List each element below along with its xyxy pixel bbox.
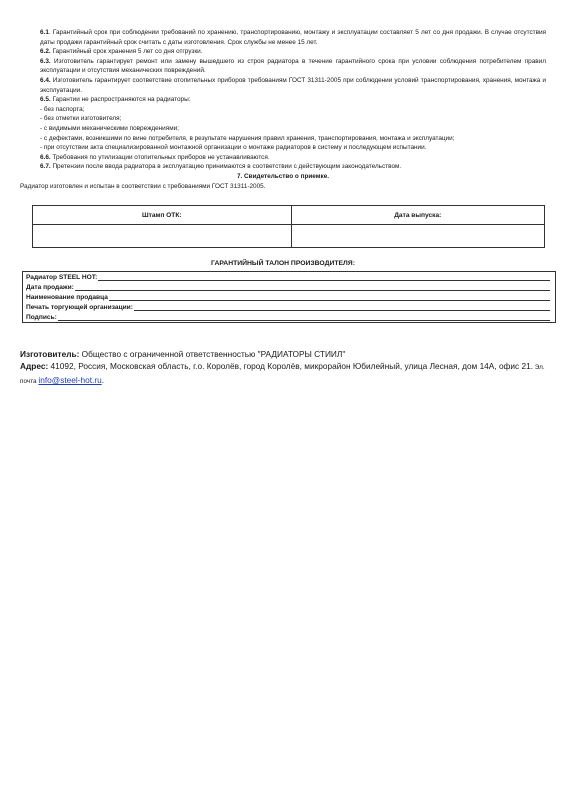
warranty-card-title: ГАРАНТИЙНЫЙ ТАЛОН ПРОИЗВОДИТЕЛЯ:: [211, 260, 355, 267]
clause-text: Требования по утилизации отопительных приборов не устанавливаются.: [50, 153, 270, 161]
acceptance-heading: 7. Свидетельство о приемке.: [236, 172, 330, 180]
exclusion-item: - без отметки изготовителя;: [40, 115, 122, 123]
talon-row-radiator: [26, 273, 552, 283]
clause-6-4: [20, 76, 546, 95]
fill-line[interactable]: [109, 300, 550, 301]
exclusion-item: - с видимыми механическими повреждениями;: [40, 124, 179, 132]
clause-number: 6.6.: [40, 153, 51, 161]
exclusion-item: - с дефектами, возникшими по вине потребителя, в результате нарушения правил хранения, транспортирования, монтажа и эксплуатации;: [40, 134, 455, 142]
address-line: [20, 360, 546, 388]
talon-row-sale-date: [26, 283, 552, 293]
talon-label: Радиатор STEEL HOT:: [26, 274, 98, 281]
clause-6-3: [20, 57, 546, 76]
manufacturer-name: Общество с ограниченной ответственностью "РАДИАТОРЫ СТИИЛ": [79, 349, 346, 359]
clause-number: 6.1: [40, 29, 49, 36]
clause-6-2: [20, 47, 546, 57]
clause-text: Гарантии не распространяются на радиаторы:: [50, 96, 191, 104]
clause-number: 6.7.: [40, 163, 51, 171]
fill-line[interactable]: [75, 290, 550, 291]
manufacturer-label: Изготовитель:: [20, 349, 80, 359]
stamp-otk-field[interactable]: [33, 225, 292, 248]
email-label: Эл. почта: [20, 364, 545, 385]
talon-row-seller: [26, 293, 552, 303]
talon-label: Подпись:: [26, 314, 57, 321]
stamp-otk-header: Штамп ОТК:: [33, 206, 292, 225]
manufacturer-line: [20, 348, 546, 360]
warranty-card: [22, 271, 556, 323]
warranty-section: [20, 28, 546, 191]
clause-number: 6.5.: [40, 96, 51, 104]
clause-6-1: [20, 28, 546, 47]
release-date-field[interactable]: [291, 225, 544, 248]
fill-line[interactable]: [98, 280, 550, 281]
clause-6-5: [20, 95, 546, 105]
clause-text: . Гарантийный срок при соблюдении требований по хранению, транспортированию, монтажу и эксплуатации составляет 5 лет со дня продажи. В случае отсутствия даты продажи гарантийный срок считать с даты изготовления. Срок службы не менее 15 лет.: [40, 29, 546, 46]
manufacturer-info: [20, 348, 546, 388]
talon-label: Печать торгующей организации:: [26, 304, 133, 311]
clause-text: Изготовитель гарантирует ремонт или замену вышедшего из строя радиатора в течение гарантийного срока при условии соблюдения потребителем правил эксплуатации и отсутствия механических повреждений.: [40, 57, 546, 75]
release-date-header: Дата выпуска:: [291, 206, 544, 225]
email-link[interactable]: info@steel-hot.ru: [38, 375, 102, 385]
talon-label: Дата продажи:: [26, 284, 74, 291]
clause-text: Изготовитель гарантирует соответствие отопительных приборов требованиям ГОСТ 31311-2005 при соблюдении условий транспортирования, хранения, монтажа и эксплуатации.: [40, 76, 546, 94]
acceptance-text: Радиатор изготовлен и испытан в соответствии с требованиями ГОСТ 31311-2005.: [20, 182, 266, 190]
clause-number: 6.2.: [40, 48, 51, 56]
clause-text: Претензии после ввода радиатора в эксплуатацию принимаются в соответствии с действующим законодательством.: [50, 163, 402, 171]
talon-row-stamp: [26, 303, 552, 313]
clause-6-7: [20, 162, 546, 172]
address-label: Адрес:: [20, 361, 49, 371]
address-end: .: [101, 375, 105, 385]
clause-text: Гарантийный срок хранения 5 лет со дня отгрузки.: [50, 48, 203, 56]
exclusion-item: - при отсутствии акта специализированной монтажной организации о монтаже радиаторов в систему и последующем испытании.: [40, 144, 427, 152]
fill-line[interactable]: [58, 320, 550, 321]
address-text: 41092, Россия, Московская область, г.о. Королёв, город Королёв, микрорайон Юбилейный, улица Лесная, дом 14А, офис 21.: [48, 361, 534, 371]
clause-number: 6.3.: [40, 57, 51, 65]
talon-label: Наименование продавца: [26, 294, 108, 301]
talon-row-signature: [26, 313, 552, 323]
clause-number: 6.4.: [40, 76, 51, 84]
exclusion-item: - без паспорта;: [40, 105, 85, 113]
stamp-table: [32, 205, 545, 248]
fill-line[interactable]: [134, 310, 550, 311]
clause-6-6: [20, 153, 546, 163]
